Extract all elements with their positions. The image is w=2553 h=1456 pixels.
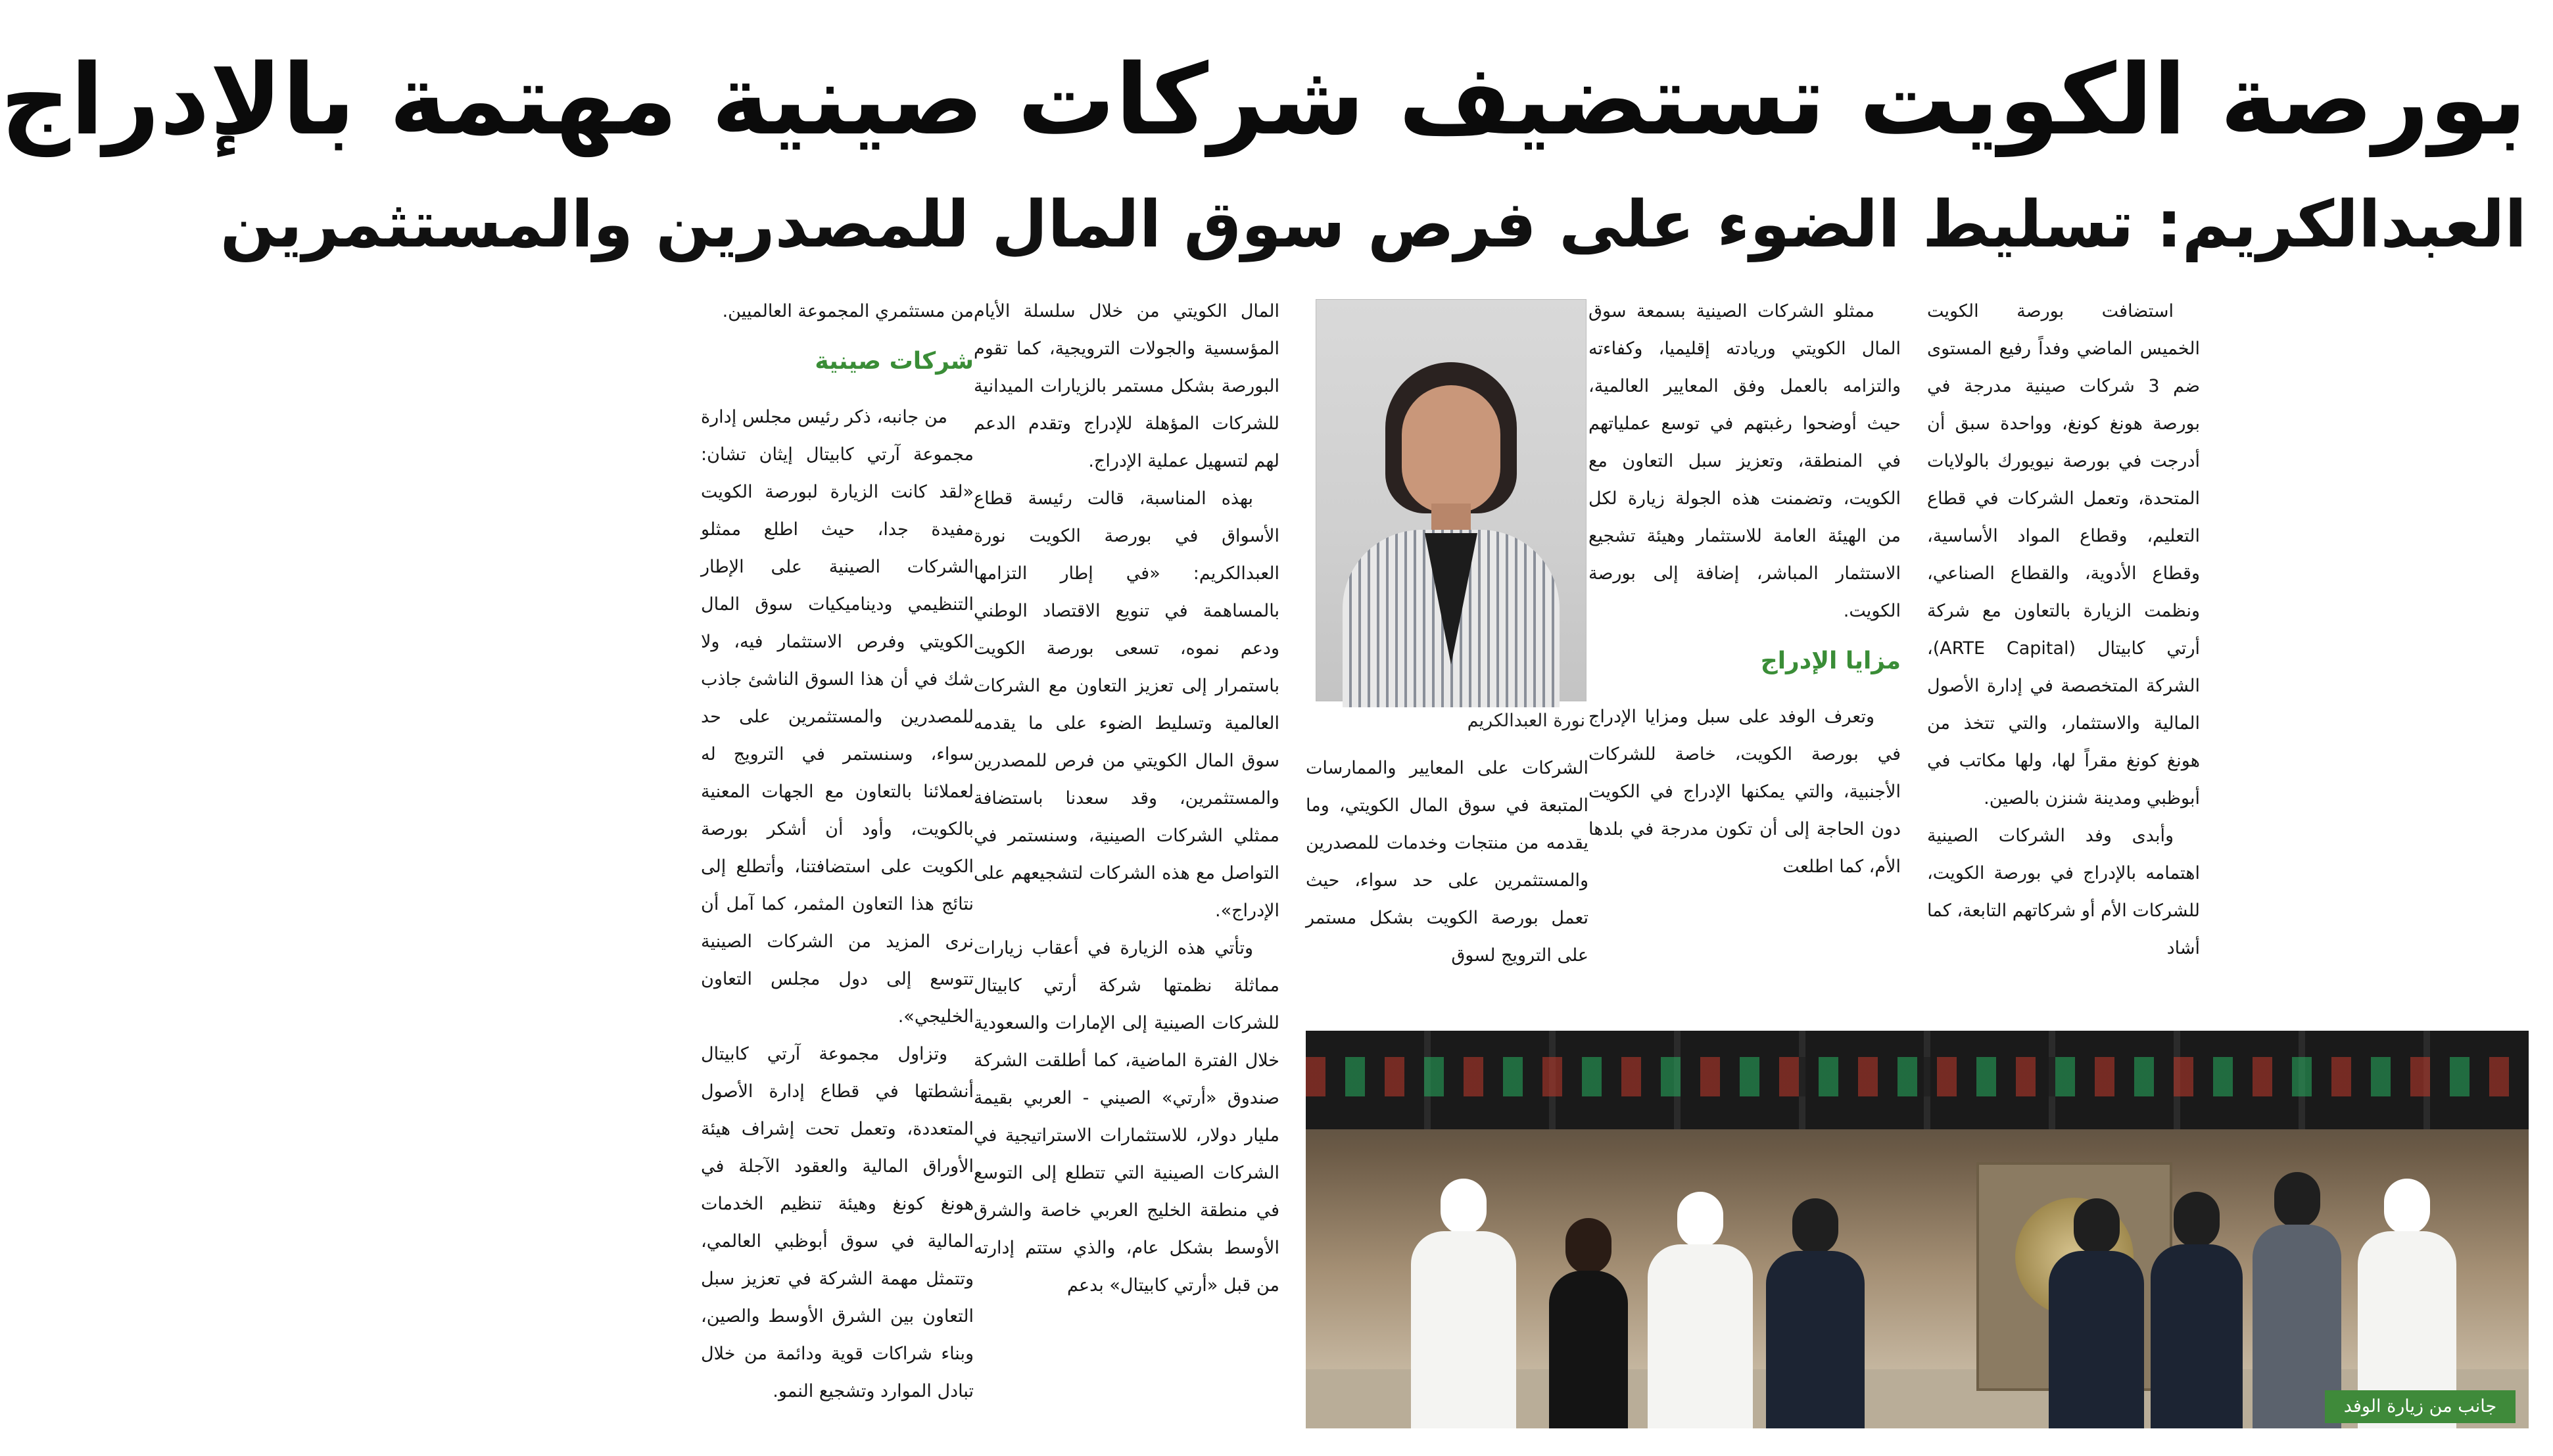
trading-screens	[1306, 1031, 2529, 1129]
photo-caption: جانب من زيارة الوفد الصيني للبورصة	[2325, 1390, 2516, 1423]
article-column-4	[974, 293, 1279, 1436]
paragraph: وأبدى وفد الشركات الصينية اهتمامه بالإدراج في بورصة الكويت، للشركات الأم أو شركاتهم التابعة، كما أشاد	[1927, 826, 2200, 958]
person-head	[2174, 1192, 2220, 1248]
paragraph: من مستثمري المجموعة العالميين.	[722, 301, 974, 321]
portrait-face	[1402, 385, 1500, 513]
person-head	[2384, 1179, 2430, 1234]
person-head	[1565, 1218, 1611, 1274]
subheadline: العبدالكريم: تسليط الضوء على فرص سوق المال للمصدرين والمستثمرين	[220, 187, 2527, 262]
paragraph: وتعرف الوفد على سبل ومزايا الإدراج في بورصة الكويت، خاصة للشركات الأجنبية، والتي يمكنها الإدراج في الكويت دون الحاجة إلى أن تكون مدرجة في بلدها الأم، كما اطلعت	[1588, 707, 1901, 877]
person-body	[2151, 1244, 2243, 1428]
article-column-1	[1927, 293, 2200, 958]
headline: بورصة الكويت تستضيف شركات صينية مهتمة بالإدراج	[0, 43, 2527, 156]
person-head	[2274, 1172, 2320, 1228]
portrait-caption: نورة العبدالكريم	[1467, 711, 1585, 731]
paragraph: المال الكويتي من خلال سلسلة الأيام المؤسسية والجولات الترويجية، كما تقوم البورصة بشكل مستمر بالزيارات الميدانية للشركات المؤهلة للإدراج وتقدم الدعم لهم لتسهيل عملية الإدراج.	[974, 301, 1279, 471]
group-photo	[1306, 1031, 2529, 1428]
person-figure	[2151, 1192, 2243, 1428]
person-body	[2049, 1251, 2144, 1428]
section-heading-chinese-companies: شركات صينية	[815, 348, 974, 375]
paragraph: وتأتي هذه الزيارة في أعقاب زيارات مماثلة نظمتها شركة أرتي كابيتال للشركات الصينية إلى الإمارات والسعودية خلال الفترة الماضية، كما أطلقت الشركة صندوق «أرتي» الصيني - العربي بقيمة مليار دولار، للاستثمارات الاستراتيجية في الشركات الصينية التي تتطلع إلى التوسع في منطقة الخليج العربي خاصة والشرق الأوسط بشكل عام، والذي ستتم إدارته من قبل «أرتي كابيتال» بدعم	[974, 938, 1279, 1296]
person-figure	[1411, 1179, 1516, 1428]
paragraph: من جانبه، ذكر رئيس مجلس إدارة مجموعة آرتي كابيتال إيثان تشان: «لقد كانت الزيارة لبورصة الكويت مفيدة جدا، حيث اطلع ممثلو الشركات الصينية على الإطار التنظيمي وديناميكيات سوق المال الكويتي وفرص الاستثمار فيه، ولا شك في أن هذا السوق الناشئ جاذب للمصدرين والمستثمرين على حد سواء، وسنستمر في الترويج له لعملائنا بالتعاون مع الجهات المعنية بالكويت، وأود أن أشكر بورصة الكويت على استضافتنا، وأتطلع إلى نتائج هذا التعاون المثمر، كما آمل أن نرى المزيد من الشركات الصينية تتوسع إلى دول مجلس التعاون الخليجي».	[701, 407, 974, 1027]
article-column-3	[1306, 749, 1588, 1019]
person-figure	[2049, 1198, 2144, 1428]
paragraph: ممثلو الشركات الصينية بسمعة سوق المال الكويتي وريادته إقليميا، وكفاءته والتزامه بالعمل وفق المعايير العالمية، حيث أوضحوا رغبتهم في توسع عملياتهم في المنطقة، وتعزيز سبل التعاون مع الكويت، وتضمنت هذه الجولة زيارة لكل من الهيئة العامة للاستثمار وهيئة تشجيع الاستثمار المباشر، إضافة إلى بورصة الكويت.	[1588, 301, 1901, 621]
person-head	[1792, 1198, 1838, 1254]
portrait-photo	[1316, 299, 1587, 701]
person-head	[1441, 1179, 1487, 1234]
person-head	[1677, 1192, 1723, 1248]
person-figure	[1648, 1192, 1753, 1428]
article-column-5	[701, 293, 974, 1436]
person-body	[1549, 1271, 1628, 1428]
person-figure	[1549, 1218, 1628, 1428]
person-body	[1411, 1231, 1516, 1428]
paragraph: استضافت بورصة الكويت الخميس الماضي وفداً رفيع المستوى ضم 3 شركات صينية مدرجة في بورصة هونغ كونغ، وواحدة سبق أن أدرجت في بورصة نيويورك بالولايات المتحدة، وتعمل الشركات في قطاع التعليم، وقطاع المواد الأساسية، وقطاع الأدوية، والقطاع الصناعي، ونظمت الزيارة بالتعاون مع شركة أرتي كابيتال (ARTE Capital)، الشركة المتخصصة في إدارة الأصول المالية والاستثمار، والتي تتخذ من هونغ كونغ مقراً لها، ولها مكاتب في أبوظبي ومدينة شنزن بالصين.	[1927, 301, 2200, 809]
person-figure	[1766, 1198, 1865, 1428]
paragraph: وتزاول مجموعة آرتي كابيتال أنشطتها في قطاع إدارة الأصول المتعددة، وتعمل تحت إشراف هيئة الأوراق المالية والعقود الآجلة في هونغ كونغ وهيئة تنظيم الخدمات المالية في سوق أبوظبي العالمي، وتتمثل مهمة الشركة في تعزيز سبل التعاون بين الشرق الأوسط والصين، وبناء شراكات قوية ودائمة من خلال تبادل الموارد وتشجيع النمو.	[701, 1044, 974, 1401]
article-column-2	[1588, 293, 1901, 947]
section-heading-listing-benefits: مزايا الإدراج	[1760, 647, 1901, 674]
person-body	[1766, 1251, 1865, 1428]
person-body	[1648, 1244, 1753, 1428]
person-head	[2074, 1198, 2120, 1254]
paragraph: بهذه المناسبة، قالت رئيسة قطاع الأسواق في بورصة الكويت نورة العبدالكريم: «في إطار التزامها بالمساهمة في تنويع الاقتصاد الوطني ودعم نموه، تسعى بورصة الكويت باستمرار إلى تعزيز التعاون مع الشركات العالمية وتسليط الضوء على ما يقدمه سوق المال الكويتي من فرص للمصدرين والمستثمرين، وقد سعدنا باستضافة ممثلي الشركات الصينية، وسنستمر في التواصل مع هذه الشركات لتشجيعهم على الإدراج».	[974, 488, 1279, 921]
paragraph: الشركات على المعايير والممارسات المتبعة في سوق المال الكويتي، وما يقدمه من منتجات وخدمات للمصدرين والمستثمرين على حد سواء، حيث تعمل بورصة الكويت بشكل مستمر على الترويج لسوق	[1306, 758, 1588, 966]
